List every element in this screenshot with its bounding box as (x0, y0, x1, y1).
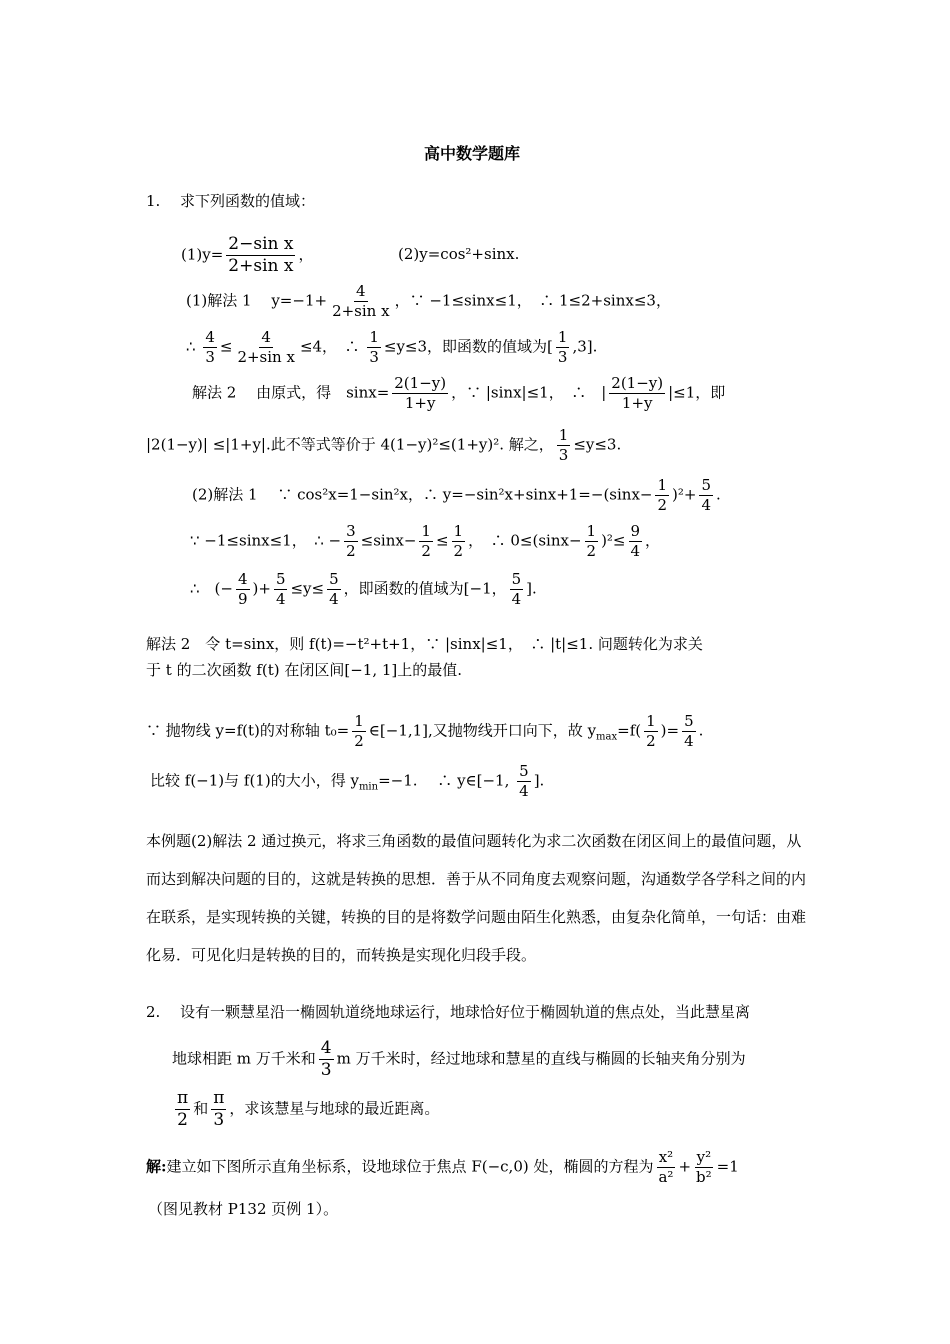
solution1-line2: ∴ $\frac{4}{3}$ ≤ $\frac{4}{\text{2+sin x}}$ ≤4， ∴ $\frac{1}{3}$ ≤y≤3，即函数的值域为[ $\frac{1}{3}$ ,3]. (186, 328, 598, 366)
fraction: $\frac{2(1-y)}{1+y}$ (394, 374, 447, 412)
fraction: $\frac{\text{2−sin x}}{\text{2+sin x}}$ (228, 234, 294, 276)
fraction: $\frac{5}{4}$ (519, 762, 529, 800)
fraction: $\frac{3}{2}$ (346, 522, 356, 560)
fraction: $\frac{1}{2}$ (354, 712, 364, 750)
q2-note: （图见教材 P132 页例 1）。 (148, 1200, 339, 1218)
fraction: $\frac{4}{\text{2+sin x}}$ (237, 328, 295, 366)
fraction: $\frac{4}{3}$ (320, 1038, 332, 1080)
fraction: $\frac{1}{2}$ (657, 476, 668, 514)
q2-line2: 地球相距 m 万千米和 $\frac{4}{3}$ m 万千米时，经过地球和慧星的直线与椭圆的长轴夹角分别为 (172, 1038, 746, 1080)
fraction: $\frac{4}{3}$ (205, 328, 215, 366)
solution2-line1: (2)解法 1 ∵ cos²x=1−sin²x，∴ y=−sin²x+sinx+1=−(sinx− $\frac{1}{2}$ )²+ $\frac{5}{4}$ . (192, 476, 721, 514)
fraction: $\frac{5}{4}$ (684, 712, 694, 750)
method2-line3: ∵ 抛物线 y=f(t)的对称轴 t₀= $\frac{1}{2}$ ∈[−1,1],又抛物线开口向下，故 $y_{max}=f$( $\frac{1}{2}$ )= $\frac{5}{4}$ . (146, 712, 704, 750)
solution1-method2: 解法 2 由原式，得 sinx= $\frac{2(1-y)}{1+y}$ ，∵ |sinx|≤1， ∴ | $\frac{2(1-y)}{1+y}$ |≤1，即 (192, 374, 726, 412)
part1-label: (1)y= (181, 245, 224, 264)
q1-number: 1. (146, 192, 161, 210)
fraction: $\frac{1}{2}$ (586, 522, 597, 560)
fraction: $\frac{1}{3}$ (369, 328, 379, 366)
fraction: $\frac{5}{4}$ (329, 570, 339, 608)
solution2-line2: ∵ −1≤sinx≤1， ∴ − $\frac{3}{2}$ ≤sinx− $\frac{1}{2}$ ≤ $\frac{1}{2}$ ， ∴ 0≤(sinx− $\frac{1}{2}$ )²≤ $\frac{9}{4}$ ， (190, 522, 661, 560)
fraction: $\frac{2(1-y)}{1+y}$ (611, 374, 664, 412)
method2-line1: 解法 2 令 t=sinx，则 f(t)=−t²+t+1，∵ |sinx|≤1， ∴ |t|≤1. 问题转化为求关 (146, 635, 703, 653)
fraction: $\frac{1}{3}$ (557, 328, 568, 366)
fraction: $\frac{\pi}{3}$ (213, 1088, 225, 1130)
fraction: $\frac{\pi}{2}$ (177, 1088, 189, 1130)
solution2-line3: ∴ (− $\frac{4}{9}$ )+ $\frac{5}{4}$ ≤y≤ $\frac{5}{4}$ ，即函数的值域为[−1， $\frac{5}{4}$ ]. (190, 570, 537, 608)
fraction: $\frac{1}{2}$ (421, 522, 431, 560)
part2-label: (2)y=cos²+sinx. (398, 245, 520, 263)
q2-number: 2. (146, 1003, 161, 1021)
fraction: $\frac{\text{x²}}{\text{a²}}$ (658, 1148, 674, 1186)
q2-line3: $\frac{\pi}{2}$ 和 $\frac{\pi}{3}$ ，求该慧星与地球的最近距离。 (177, 1088, 440, 1130)
method2-line2: 于 t 的二次函数 f(t) 在闭区间[−1, 1]上的最值. (146, 661, 463, 679)
q2-line1: 设有一颗慧星沿一椭圆轨道绕地球运行，地球恰好位于椭圆轨道的焦点处，当此慧星离 (180, 1003, 751, 1021)
summary-paragraph: 本例题(2)解法 2 通过换元，将求三角函数的最值问题转化为求二次函数在闭区间上的最值问题，从而达到解决问题的目的，这就是转换的思想．善于从不同角度去观察问题，沟通数学各学科之间的内在联系，是实现转换的关键，转换的目的是将数学问题由陌生化熟悉，由复杂化简单，一句话：由难化易．可见化归是转换的目的，而转换是实现化归段手段。 (146, 832, 807, 964)
q1-parts: (1)y= $\frac{\text{2−sin x}}{\text{2+sin x}}$ ， (181, 234, 314, 276)
fraction: $\frac{4}{\text{2+sin x}}$ (332, 282, 390, 320)
fraction: $\frac{1}{2}$ (453, 522, 464, 560)
page-title: 高中数学题库 (424, 144, 521, 163)
fraction: $\frac{5}{4}$ (701, 476, 712, 514)
fraction: $\frac{4}{9}$ (237, 570, 248, 608)
fraction: $\frac{\text{y²}}{\text{b²}}$ (696, 1148, 712, 1186)
fraction: $\frac{5}{4}$ (275, 570, 286, 608)
q2-solution: 解:建立如下图所示直角坐标系，设地球位于焦点 F(−c,0) 处，椭圆的方程为 $\frac{\text{x²}}{\text{a²}}$ + $\frac{\text{y²}}{\text{b²}}$ =1 (146, 1148, 739, 1186)
fraction: $\frac{1}{3}$ (558, 426, 569, 464)
solution1-method2-cont: |2(1−y)| ≤|1+y|.此不等式等价于 4(1−y)²≤(1+y)². 解之， $\frac{1}{3}$ ≤y≤3. (146, 426, 622, 464)
fraction: $\frac{9}{4}$ (630, 522, 641, 560)
fraction: $\frac{1}{2}$ (646, 712, 656, 750)
fraction: $\frac{5}{4}$ (511, 570, 522, 608)
method2-line4: 比较 f(−1)与 f(1)的大小，得 $y_{min}=-1$. ∴ y∈[−1, $\frac{5}{4}$ ]. (150, 762, 545, 800)
solution1-line1: (1)解法 1 y=−1+ $\frac{4}{\text{2+sin x}}$ ，∵ −1≤sinx≤1， ∴ 1≤2+sinx≤3， (186, 282, 671, 320)
q1-text: 求下列函数的值域： (180, 192, 316, 210)
